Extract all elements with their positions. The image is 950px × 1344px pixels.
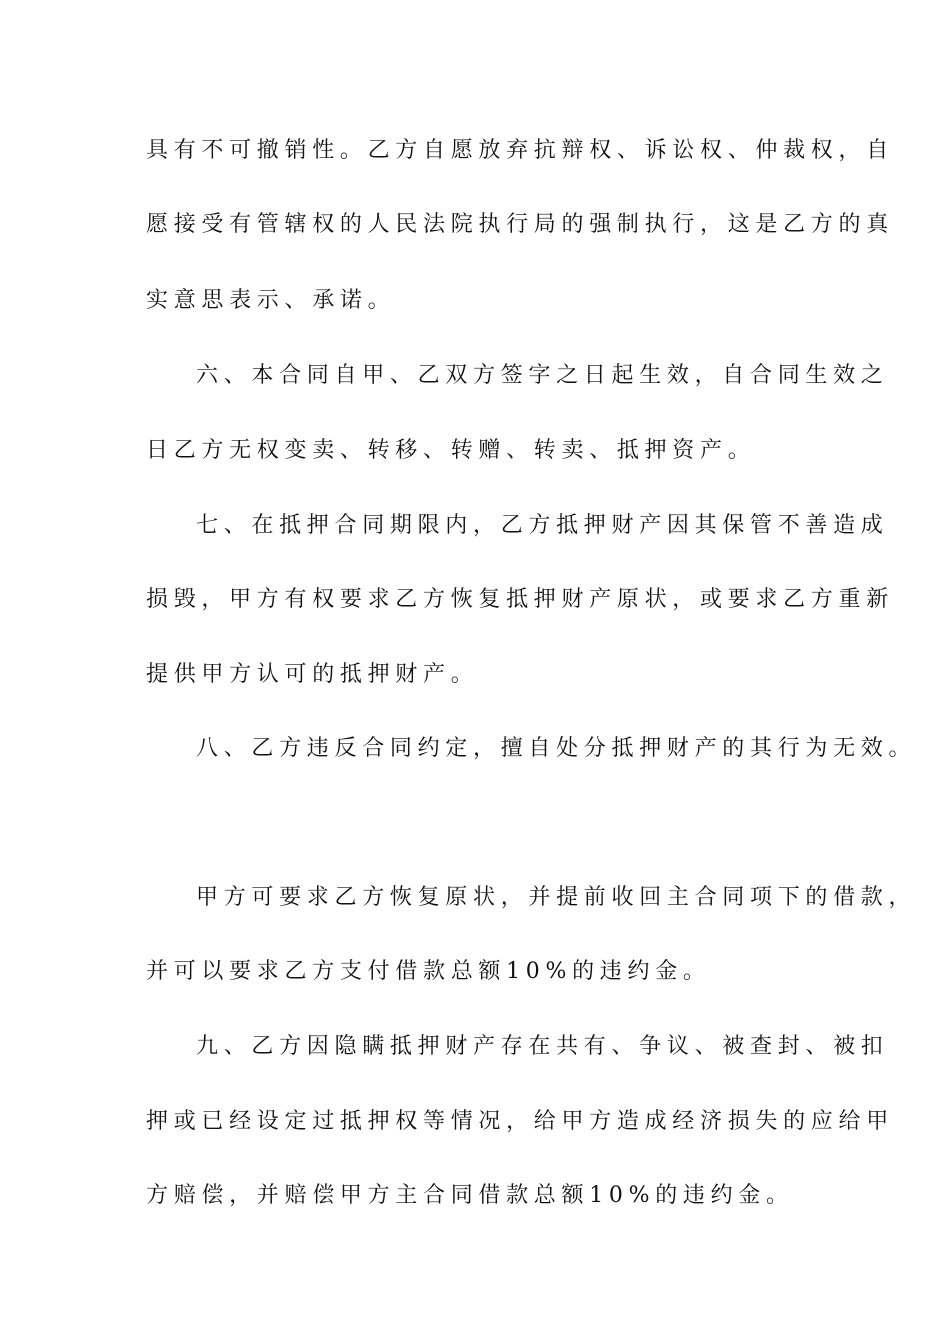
text-line: 日乙方无权变卖、转移、转赠、转卖、抵押资产。 xyxy=(146,438,756,463)
clause-nine-line: 九、乙方因隐瞒抵押财产存在共有、争议、被查封、被扣 xyxy=(196,1034,889,1059)
clause-eight-line: 八、乙方违反合同约定，擅自处分抵押财产的其行为无效。 xyxy=(196,736,917,761)
text-line: 实意思表示、承诺。 xyxy=(146,288,396,313)
paragraph-line: 甲方可要求乙方恢复原状，并提前收回主合同项下的借款， xyxy=(196,885,917,910)
text-line: 具有不可撤销性。乙方自愿放弃抗辩权、诉讼权、仲裁权，自 xyxy=(146,138,894,163)
text-line: 愿接受有管辖权的人民法院执行局的强制执行，这是乙方的真 xyxy=(146,212,894,237)
text-line: 押或已经设定过抵押权等情况，给甲方造成经济损失的应给甲 xyxy=(146,1109,894,1134)
clause-six-line: 六、本合同自甲、乙双方签字之日起生效，自合同生效之 xyxy=(196,363,889,388)
clause-seven-line: 七、在抵押合同期限内，乙方抵押财产因其保管不善造成 xyxy=(196,513,889,538)
text-line: 提供甲方认可的抵押财产。 xyxy=(146,662,479,687)
text-line: 损毁，甲方有权要求乙方恢复抵押财产原状，或要求乙方重新 xyxy=(146,587,894,612)
text-line: 并可以要求乙方支付借款总额10%的违约金。 xyxy=(146,959,711,984)
text-line: 方赔偿，并赔偿甲方主合同借款总额10%的违约金。 xyxy=(146,1183,794,1208)
